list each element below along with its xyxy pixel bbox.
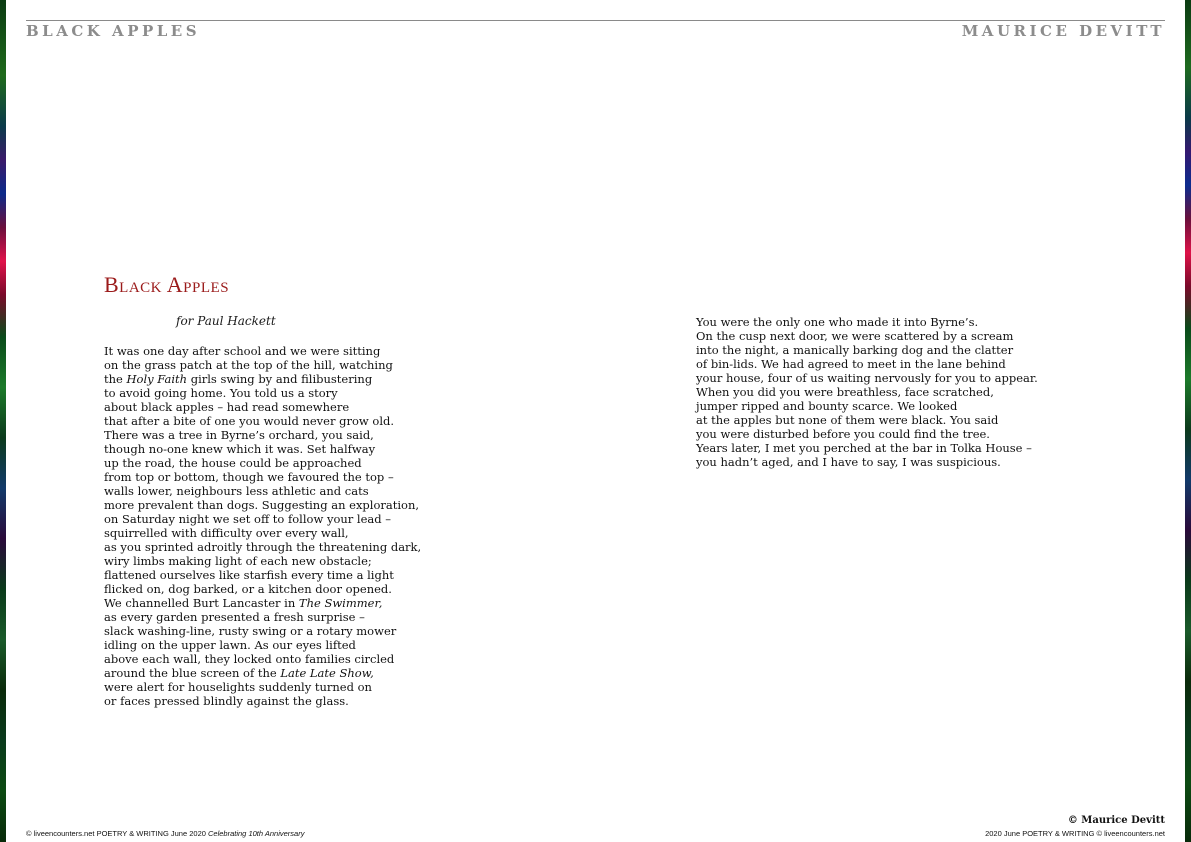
running-header-author: MAURICE DEVITT [961,22,1165,40]
poem-line: There was a tree in Byrne’s orchard, you said, [104,428,374,442]
poem-line: at the apples but none of them were black. You said [696,413,999,427]
poem-line: that after a bite of one you would never grow old. [104,414,395,428]
poem-line: idling on the upper lawn. As our eyes lifted [104,638,356,652]
poem-line: about black apples – had read somewhere [104,400,350,414]
poem-line: or faces pressed blindly against the glass. [104,694,349,708]
poem-line: as every garden presented a fresh surprise – [104,610,365,624]
author-copyright: © Maurice Devitt [1067,815,1165,826]
poem-line: on the grass patch at the top of the hill, watching [104,358,393,372]
poem-column-right [696,315,1038,469]
poem-line: slack washing-line, rusty swing or a rotary mower [104,624,397,638]
footer-publication-text: © liveencounters.net POETRY & WRITING June 2020 [26,829,208,838]
poem-line: above each wall, they locked onto families circled [104,652,395,666]
poem-line: you hadn’t aged, and I have to say, I was suspicious. [696,455,1001,469]
poem-line [104,372,421,386]
poem-line: more prevalent than dogs. Suggesting an exploration, [104,498,420,512]
poem-line: It was one day after school and we were sitting [104,344,381,358]
poem-line [104,666,421,680]
poem-line: walls lower, neighbours less athletic and cats [104,484,369,498]
poem-line-text: We channelled Burt Lancaster in [104,596,299,610]
poem-line: on Saturday night we set off to follow your lead – [104,512,392,526]
poem-line: flicked on, dog barked, or a kitchen door opened. [104,582,392,596]
poem-line: were alert for houselights suddenly turned on [104,680,372,694]
poem-line: Years later, I met you perched at the bar in Tolka House – [696,441,1032,455]
poem-line-text: girls swing by and filibustering [187,372,373,386]
poem-dedication: for Paul Hackett [176,314,276,328]
poem-line: as you sprinted adroitly through the threatening dark, [104,540,422,554]
poem-line: into the night, a manically barking dog and the clatter [696,343,1014,357]
decorative-left-border [0,0,6,842]
poem-line: You were the only one who made it into Byrne’s. [696,315,979,329]
poem-line [104,596,421,610]
poem-line: On the cusp next door, we were scattered by a scream [696,329,1014,343]
poem-line: from top or bottom, though we favoured the top – [104,470,394,484]
poem-line: to avoid going home. You told us a story [104,386,338,400]
poem-line: you were disturbed before you could find the tree. [696,427,990,441]
poem-title: Black Apples [104,272,230,297]
footer-publication-info [26,829,304,838]
header-divider [26,20,1165,21]
poem-line: up the road, the house could be approached [104,456,362,470]
footer-anniversary-text: Celebrating 10th Anniversary [208,829,305,838]
poem-line: your house, four of us waiting nervously for you to appear. [696,371,1038,385]
decorative-right-border [1185,0,1191,842]
poem-line-title-reference: Holy Faith [126,372,188,386]
poem-column-left [104,344,421,708]
poem-line-text: around the blue screen of the [104,666,281,680]
poem-line-title-reference: Late Late Show, [280,666,374,680]
poem-line-title-reference: The Swimmer, [298,596,383,610]
poem-line: When you did you were breathless, face scratched, [696,385,994,399]
poem-line-text: the [104,372,127,386]
poem-line: of bin-lids. We had agreed to meet in the lane behind [696,357,1006,371]
poem-line: wiry limbs making light of each new obstacle; [104,554,372,568]
running-header-title: BLACK APPLES [26,22,201,40]
footer-issue-info: 2020 June POETRY & WRITING © liveencounters.net [985,829,1165,838]
poem-line: flattened ourselves like starfish every time a light [104,568,394,582]
poem-line: though no-one knew which it was. Set halfway [104,442,376,456]
poem-line: squirrelled with difficulty over every wall, [104,526,349,540]
poem-line: jumper ripped and bounty scarce. We looked [696,399,958,413]
